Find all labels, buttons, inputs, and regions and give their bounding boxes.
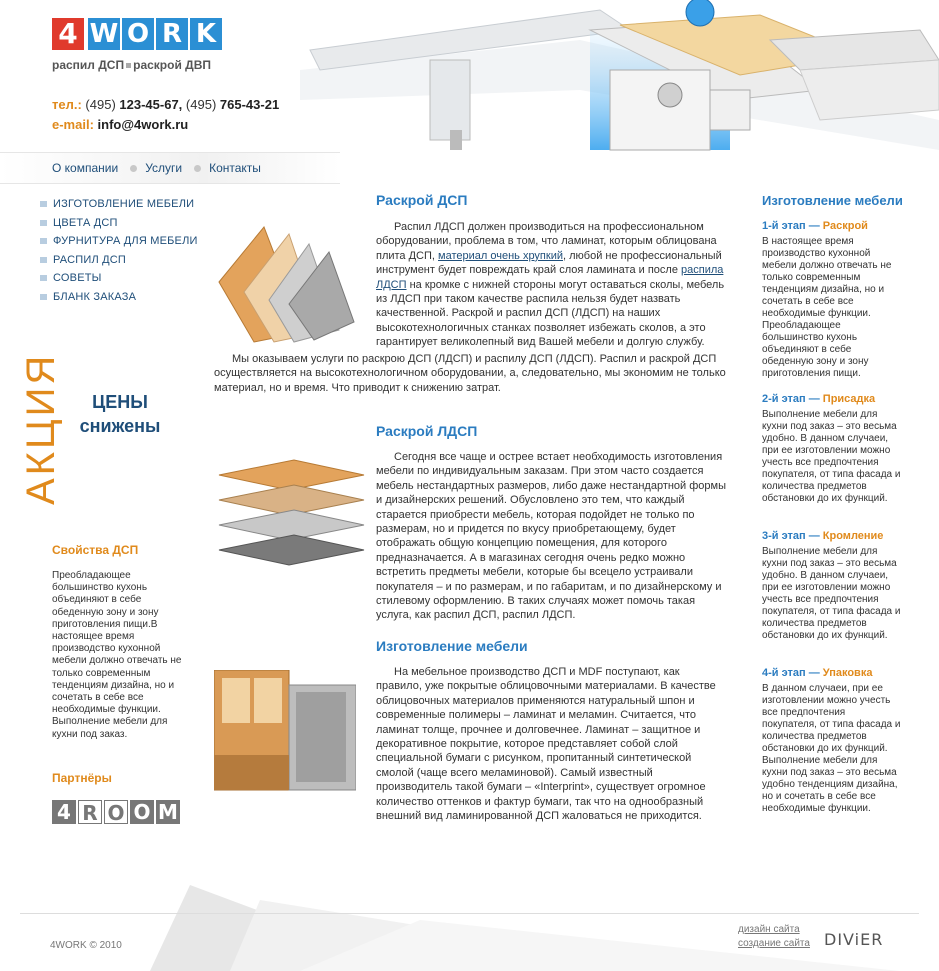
nav-label: СОВЕТЫ: [53, 272, 102, 285]
top-menu-item-about[interactable]: [52, 161, 118, 175]
phone-number: 765-43-21: [219, 97, 280, 112]
section-1-paragraph-1: [376, 220, 726, 350]
email-label: e-mail:: [52, 117, 94, 132]
stage-name: Раскрой: [822, 220, 868, 232]
right-column-title: Изготовление мебели: [762, 193, 903, 208]
site-logo[interactable]: [52, 18, 224, 50]
partner-logo-digit: 4: [52, 800, 76, 824]
nav-label: ЦВЕТА ДСП: [53, 216, 118, 229]
stage-4-text: В данном случаеи, при ее изготовлении можно учесть все предпочтения покупателя, от типа фасада и количества предметов обстановки до их функций. Выполнение мебели для кухни под заказ – это весьма удобно тенденциям дизайна, но и сочетать в себе все необходимые функции.: [762, 683, 901, 814]
footer-design-links: [738, 923, 810, 951]
menu-label: Контакты: [209, 161, 261, 175]
bullet-icon: [40, 257, 47, 263]
phone-label: тел.:: [52, 97, 82, 112]
dot-icon: [194, 165, 201, 172]
phone-line: [52, 95, 279, 115]
laminate-samples-image: [214, 222, 364, 346]
menu-label: О компании: [52, 161, 119, 175]
section-3-paragraph: [376, 665, 726, 823]
stage-number: 3-й этап —: [762, 530, 823, 542]
email-link[interactable]: info@4work.ru: [97, 117, 189, 132]
section-1-paragraph-2: Мы оказываем услуги по раскрою ДСП (ЛДСП) и распилу ДСП (ЛДСП). Распил и раскрой ДСП осуществляется на высокотехнологичном оборудовании, а, следовательно, мы экономим не только материал, но и время. Что приводит к снижению затрат.: [214, 353, 726, 394]
stage-4-heading: [762, 667, 872, 679]
square-separator-icon: [126, 63, 131, 68]
partner-logo-letter: M: [156, 800, 180, 824]
stage-number: 1-й этап —: [762, 220, 823, 232]
stage-number: 2-й этап —: [762, 393, 823, 405]
properties-text: Преобладающее большинство кухонь объединяют в себе обеденную зону и зону приготовления пищи.В настоящее время производство кухонной мебели должно отвечать не только современным тенденциям дизайна, но и сочетать в себе все необходимые функции. Выполнение мебели для кухни под заказ.: [52, 570, 182, 740]
inline-link[interactable]: материал очень хрупкий: [438, 249, 563, 262]
text-fragment: Распил ЛДСП должен производиться на профессиональном оборудовании, проблема в том, что ламинат, которым облицована плита ДСП,: [376, 221, 717, 262]
create-link[interactable]: создание сайта: [738, 938, 810, 949]
promo-line-2: снижены: [79, 416, 161, 436]
stage-3-heading: [762, 530, 883, 542]
board-layers-image: [214, 455, 366, 567]
text-fragment: , любой не профессиональный инструмент будет повреждать край слоя ламината и после: [376, 249, 722, 277]
section-title-cutting-ldsp: Раскрой ЛДСП: [376, 423, 478, 439]
stage-3-text: Выполнение мебели для кухни под заказ – это весьма удобно. В данном случаеи, при ее изготовлении можно учесть все предпочтения покупателя, от типа фасада и количества предметов обстановки до их функций.: [762, 546, 901, 641]
stage-number: 4-й этап —: [762, 667, 823, 679]
dot-icon: [130, 165, 137, 172]
partner-logo-letter: O: [130, 800, 154, 824]
text-fragment: на кромке с нижней стороны могут оставаться сколы, мебель из ЛДСП при таком качестве распила нельзя будет назвать качественной. Раскрой и распил ДСП (ЛДСП) на наших высокотехнологичных станках позволяет избежать сколов, а это гарантирует великолепный вид Вашей мебели и долгую службу.: [376, 278, 725, 349]
stage-1-text: В настоящее время производство кухонной мебели должно отвечать не только современным тенденциям дизайна, но и сочетать в себе все необходимые функции. Преобладающее большинство кухонь объединяют в себе обеденную зону и зону приготовления пищи.: [762, 236, 892, 379]
menu-label: Услуги: [145, 161, 183, 175]
stage-name: Кромление: [822, 530, 884, 542]
nav-item-tips[interactable]: [40, 269, 198, 288]
footer-divider: [20, 913, 919, 914]
logo-letter: W: [89, 19, 119, 49]
logo-letter: O: [122, 18, 154, 50]
email-line: [52, 115, 279, 135]
text-fragment: Сегодня все чаще и острее встает необходимость изготовления мебели по индивидуальным заказам. При этом часто создается мебель нестандартных размеров, либо даже нестандартной формы и дизайнерских решений. Обусловлено это тем, что каждый старается приобрести мебель, которая подойдет не только по размерам, но и придется по вкусу приобретающему, будет отображать общую концепцию помещения, для которого предназначается. А в магазинах сегодня очень редко можно встретить предметы мебели, которые бы всецело устраивали покупателя – и по размерам, и по габаритам, и по дизайнерскому и стилевому оформлению. В таких случаях может помочь такая услуга, как распил ДСП, распил ЛДСП.: [376, 451, 727, 622]
nav-label: БЛАНК ЗАКАЗА: [53, 290, 137, 303]
tagline-left: распил ДСП: [52, 58, 125, 72]
bullet-icon: [40, 275, 47, 281]
footer-copyright: 4WORK © 2010: [50, 940, 122, 951]
contact-block: [52, 95, 279, 135]
nav-label: ФУРНИТУРА ДЛЯ МЕБЕЛИ: [53, 235, 198, 248]
studio-logo[interactable]: DIViER: [824, 930, 884, 949]
logo-letter: K: [190, 18, 222, 50]
stage-2-heading: [762, 393, 875, 405]
top-menu: [0, 152, 340, 184]
phone-prefix: (495): [185, 97, 217, 112]
phone-number: 123-45-67,: [119, 97, 183, 112]
logo-letter: R: [156, 18, 188, 50]
saw-machine-illustration: [300, 0, 939, 170]
bullet-icon: [40, 294, 47, 300]
footer-decoration: [0, 860, 939, 971]
top-menu-item-contacts[interactable]: [194, 161, 261, 175]
section-title-furniture: Изготовление мебели: [376, 638, 528, 654]
partner-logo-4room[interactable]: [52, 800, 184, 824]
inline-link[interactable]: распила ЛДСП: [376, 264, 724, 291]
logo-word: [88, 18, 224, 50]
nav-label: ИЗГОТОВЛЕНИЕ МЕБЕЛИ: [53, 198, 195, 211]
partners-title: Партнёры: [52, 771, 112, 785]
stage-1-heading: [762, 220, 868, 232]
stage-name: Присадка: [822, 393, 876, 405]
bullet-icon: [40, 238, 47, 244]
partner-logo-letter: R: [78, 800, 102, 824]
properties-title: Свойства ДСП: [52, 543, 139, 557]
promo-line-1: ЦЕНЫ: [92, 392, 148, 412]
nav-item-furniture[interactable]: [40, 195, 198, 214]
partner-logo-letter: O: [104, 800, 128, 824]
left-nav: [40, 195, 198, 306]
section-2-paragraph: [376, 450, 726, 623]
wardrobe-image: [214, 670, 356, 794]
bullet-icon: [40, 201, 47, 207]
promo-vertical-text: АКЦИЯ: [19, 352, 63, 505]
nav-item-order-form[interactable]: [40, 288, 198, 307]
promo-vertical-label[interactable]: [14, 335, 64, 510]
nav-item-cutting[interactable]: [40, 251, 198, 270]
design-link[interactable]: дизайн сайта: [738, 924, 800, 935]
top-menu-item-services[interactable]: [130, 161, 182, 175]
text-fragment: На мебельное производство ДСП и MDF поступают, как правило, уже покрытые облицовочными материалами. В качестве облицовочных материалов применяются натуральный шпон и современные полимеры – ламинат и меламин. Считается, что ламинат толще, прочнее и долговечнее. Ламинат – защитное и декоративное покрытие, которое представляет собой слой специальной бумаги с рисунком, пропитанный синтетической смолой (чаще всего меламиновой). Самый известный производитель такой бумаги – «Interprint», существует огромное количество оттенков и фактур бумаги, так что на однообразный внешний вид ламинированной ДСП жаловаться не приходится.: [376, 666, 716, 823]
tagline-right: раскрой ДВП: [133, 58, 212, 72]
phone-prefix: (495): [85, 97, 116, 112]
section-title-cutting-dsp: Раскрой ДСП: [376, 192, 468, 208]
logo-digit: 4: [52, 18, 84, 50]
nav-item-hardware[interactable]: [40, 232, 198, 251]
nav-item-colors[interactable]: [40, 214, 198, 233]
nav-label: РАСПИЛ ДСП: [53, 253, 127, 266]
bullet-icon: [40, 220, 47, 226]
site-tagline: [52, 58, 211, 72]
stage-name: Упаковка: [822, 667, 873, 679]
stage-2-text: Выполнение мебели для кухни под заказ – это весьма удобно. В данном случаеи, при ее изготовлении можно учесть все предпочтения покупателя, от типа фасада и количества предметов обстановки до их функций.: [762, 409, 901, 504]
promo-block[interactable]: [78, 390, 162, 438]
